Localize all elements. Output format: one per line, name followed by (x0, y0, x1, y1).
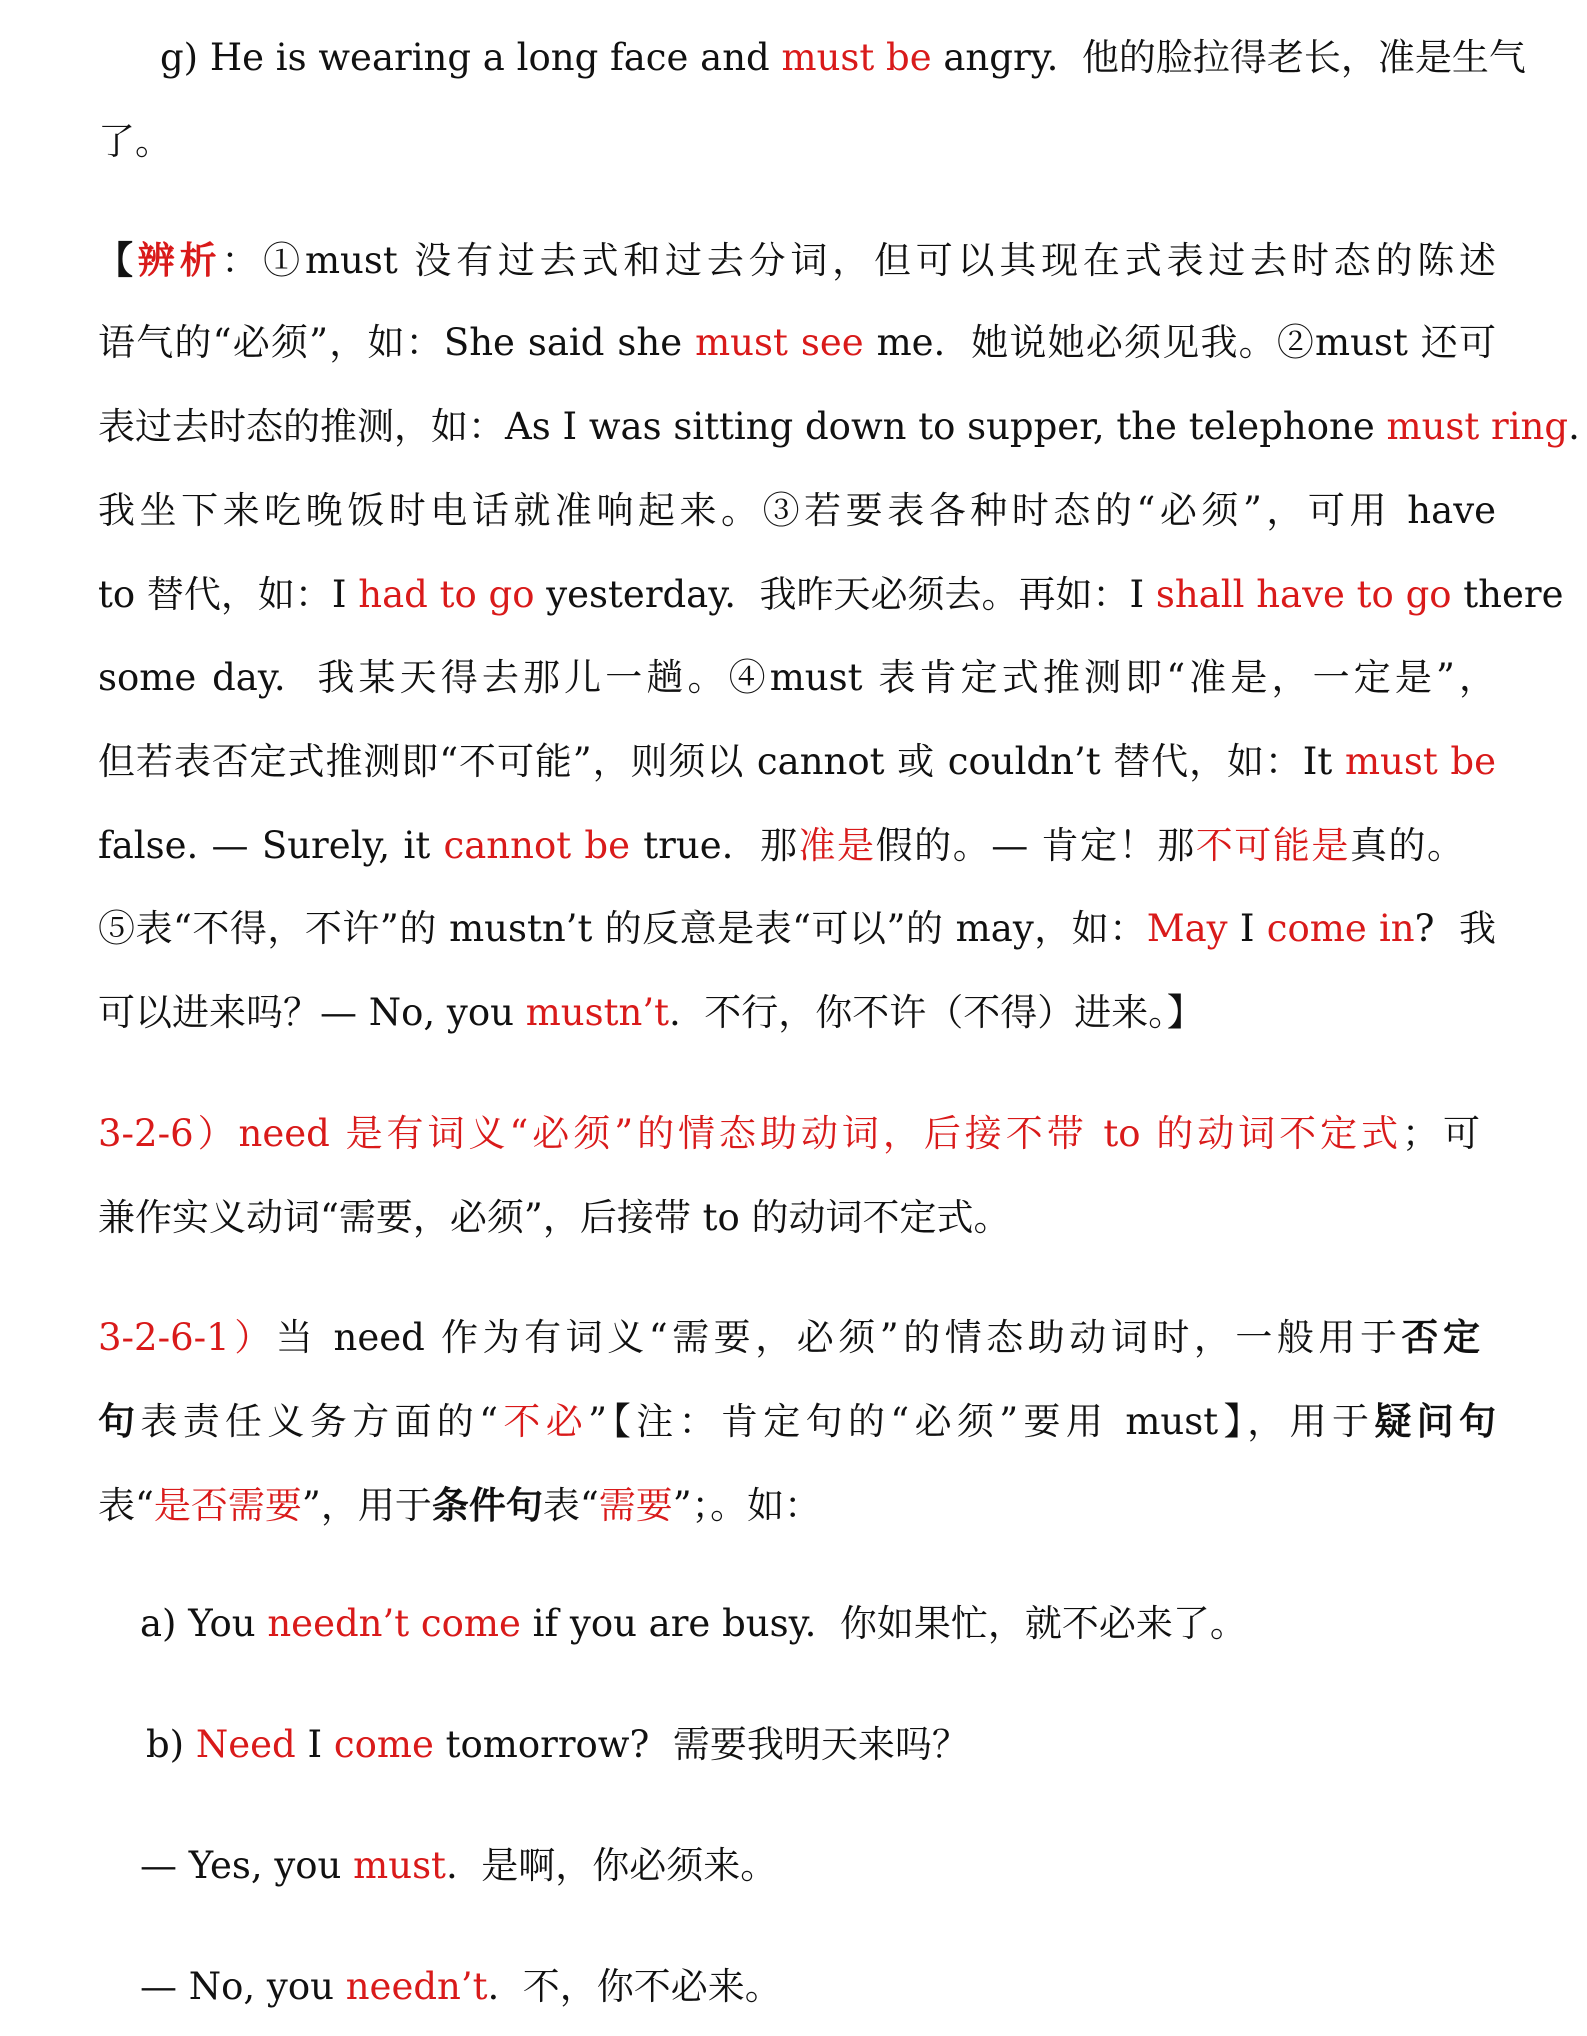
analysis-line-9 (98, 899, 1496, 959)
text-run: 不可能是 (1195, 824, 1350, 867)
text-run: a) You (140, 1602, 268, 1645)
need-sub-line-1 (98, 1307, 1480, 1367)
text-run: 表“ (542, 1484, 599, 1527)
text-run: shall have to go (1155, 573, 1452, 616)
text-run: needn’t come (267, 1602, 521, 1645)
text-run: . 是啊，你必须来。 (445, 1844, 778, 1887)
text-run: ；可 (1402, 1112, 1480, 1155)
text-run: . (1568, 405, 1580, 448)
text-run: 语气的“必须”，如：She said she (98, 321, 696, 364)
analysis-line-2 (98, 313, 1496, 373)
text-run: 真的。 (1349, 824, 1465, 867)
text-run: me. 她说她必须见我。②must 还可 (863, 321, 1496, 364)
text-run: to 替代，如：I (98, 573, 359, 616)
text-run: 3-2-6-1） (98, 1316, 276, 1359)
text-run: come (333, 1723, 434, 1766)
text-run: 但若表否定式推测即“不可能”，则须以 cannot 或 couldn’t 替代，如：It (98, 740, 1345, 783)
text-run: must (353, 1844, 446, 1887)
text-run: 条件句 (431, 1483, 543, 1527)
analysis-line-6 (98, 648, 1496, 708)
text-run: 【 (96, 238, 138, 282)
text-run: 表过去时态的推测，如：As I was sitting down to supper, the telephone (98, 405, 1387, 448)
example-b (146, 1715, 1496, 1775)
text-run: 了。 (98, 120, 172, 163)
text-run: 表“ (98, 1484, 154, 1527)
text-run: 表责任义务方面的“ (140, 1400, 499, 1443)
text-run: 准是 (798, 824, 876, 867)
text-run: must ring (1386, 405, 1569, 448)
text-run: 假的。— 肯定！那 (875, 824, 1196, 867)
text-run: must be (781, 36, 932, 79)
need-heading-line-2 (98, 1188, 1498, 1248)
text-run: cannot be (443, 824, 630, 867)
text-run: false. — Surely, it (98, 824, 444, 867)
text-run: 可以进来吗？— No, you (98, 991, 526, 1034)
text-run: b) (146, 1723, 196, 1766)
text-run: I (1227, 907, 1267, 950)
text-run: 是否需要 (153, 1484, 302, 1527)
text-run: yesterday. 我昨天必须去。再如：I (534, 573, 1156, 616)
reply-yes (140, 1836, 1490, 1896)
need-heading-line-1 (98, 1104, 1480, 1164)
text-run: 3-2-6）need 是有词义“必须”的情态助动词，后接不带 to 的动词不定式 (98, 1112, 1403, 1155)
need-sub-line-3 (98, 1475, 1498, 1535)
text-run: g) He is wearing a long face and (160, 36, 782, 79)
text-run: mustn’t (525, 991, 669, 1034)
text-run: 不必 (498, 1400, 589, 1443)
text-run: must see (695, 321, 864, 364)
text-run: angry. 他的脸拉得老长，准是生气 (931, 36, 1526, 79)
text-run: — No, you (140, 1965, 346, 2008)
text-run: some day. 我某天得去那儿一趟。④must 表肯定式推测即“准是，一定是”， (98, 656, 1496, 699)
text-run: 需要 (598, 1484, 673, 1527)
text-run: needn’t (345, 1965, 488, 2008)
text-run: 疑问句 (1374, 1399, 1497, 1443)
text-run: true. 那 (630, 824, 799, 867)
need-sub-line-2 (98, 1391, 1496, 1451)
text-run: ：①must 没有过去式和过去分词，但可以其现在式表过去时态的陈述 (221, 239, 1497, 282)
text-run: ”；。如： (672, 1484, 822, 1527)
analysis-line-4 (98, 481, 1496, 541)
text-run: ? 我 (1414, 907, 1496, 950)
text-run: 辨析 (137, 238, 222, 282)
analysis-line-10 (98, 983, 1498, 1043)
text-run: May (1146, 907, 1228, 950)
reply-no (140, 1957, 1490, 2017)
text-run: Need (195, 1723, 296, 1766)
text-run: 句 (98, 1399, 141, 1443)
text-run: I (295, 1723, 334, 1766)
text-run: must be (1344, 740, 1496, 783)
text-run: had to go (358, 573, 535, 616)
text-run: 兼作实义动词“需要，必须”，后接带 to 的动词不定式。 (98, 1196, 1011, 1239)
text-run: ”，用于 (301, 1484, 432, 1527)
g-example-line-2 (98, 112, 1498, 172)
example-a (140, 1594, 1500, 1654)
text-run: . 不，你不必来。 (487, 1965, 782, 2008)
text-run: tomorrow? 需要我明天来吗？ (433, 1723, 969, 1766)
text-run: there (1451, 573, 1564, 616)
analysis-line-3 (98, 397, 1580, 457)
text-run: 否定 (1401, 1315, 1480, 1359)
text-run: ”【注：肯定句的“必须”要用 must】，用于 (588, 1400, 1375, 1443)
text-run: 我坐下来吃晚饭时电话就准响起来。③若要表各种时态的“必须”，可用 have (98, 489, 1496, 532)
analysis-line-7 (98, 732, 1496, 792)
text-run: come in (1266, 907, 1415, 950)
text-run: ⑤表“不得，不许”的 mustn’t 的反意是表“可以”的 may，如： (98, 907, 1147, 950)
text-run: 当 need 作为有词义“需要，必须”的情态助动词时，一般用于 (275, 1316, 1402, 1359)
text-run: — Yes, you (140, 1844, 354, 1887)
text-run: if you are busy. 你如果忙，就不必来了。 (520, 1602, 1247, 1645)
analysis-line-5 (98, 565, 1564, 625)
g-example-line-1 (160, 28, 1526, 88)
text-run: . 不行，你不许（不得）进来。】 (668, 991, 1204, 1034)
analysis-line-8 (98, 816, 1464, 876)
analysis-line-1 (96, 230, 1496, 290)
